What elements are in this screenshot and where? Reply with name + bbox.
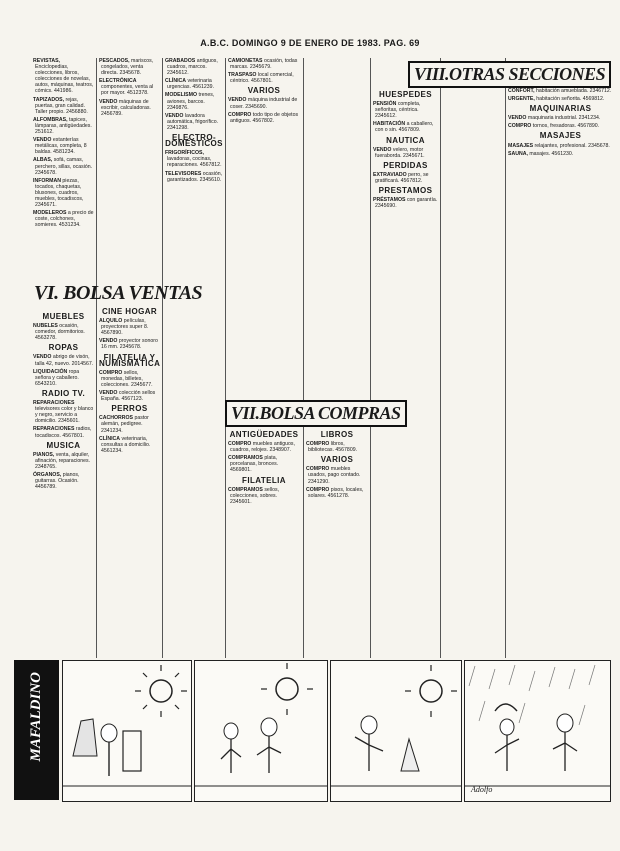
ad-text: estanterías metálicas, completa, 8 baldas. 4581234. <box>35 137 87 156</box>
classified-ad <box>33 178 94 208</box>
section-heading: MAQUINARIAS <box>529 104 592 114</box>
column-rule <box>370 58 371 658</box>
classified-ad <box>228 441 300 453</box>
classified-ad <box>33 210 94 228</box>
ad-lead: CONFORT, <box>508 88 535 94</box>
comic-strip <box>14 660 611 800</box>
ad-text: completa, señoritas, céntrica. 2345612. <box>375 101 421 120</box>
classified-ad <box>306 441 368 453</box>
classified-ad <box>306 487 368 499</box>
ad-text: radios, tocadiscos. 4567801. <box>35 426 92 439</box>
comic-panel <box>194 660 328 802</box>
classified-ad <box>33 117 94 135</box>
ad-text: pastor alemán, pedigree. 2341234. <box>101 415 149 434</box>
ad-text: abrigo de visón, talla 42, nuevo. 2014567. <box>35 354 94 367</box>
ad-lead: COMPRO <box>508 123 532 130</box>
ad-lead: VENDO <box>33 137 52 144</box>
comic-side-title <box>14 660 59 800</box>
section-heading: VARIOS <box>247 86 281 96</box>
classified-ad <box>228 112 300 124</box>
classified-ad <box>33 452 94 470</box>
column-3 <box>165 58 223 398</box>
ad-text: pisos, locales, solares. 4561278. <box>308 486 364 499</box>
section-heading: MUEBLES <box>42 312 85 321</box>
column-7 <box>373 88 438 656</box>
column-1-lower <box>33 310 94 656</box>
section-heading: FILATELIA <box>242 475 286 485</box>
ad-lead: URGENTE, <box>508 96 535 103</box>
column-4 <box>228 58 300 398</box>
ad-text: venta, alquiler, afinación, reparaciones. 2348765. <box>35 451 91 470</box>
ad-lead: REPARACIONES <box>33 426 75 433</box>
ad-lead: GRABADOS <box>165 58 196 64</box>
classified-ad <box>373 172 438 184</box>
ad-lead: VENDO <box>99 98 118 105</box>
ad-lead: CAMIONETAS <box>228 58 263 64</box>
ad-text: películas, proyectores super 8. 4567890. <box>101 318 149 337</box>
ad-lead: COMPRO <box>306 441 330 448</box>
classified-ad <box>99 390 160 402</box>
ad-text: antiguos, cuadros, marcos. 2345612. <box>167 58 218 77</box>
ad-text: ropa señora y caballero. 6543210. <box>35 368 80 387</box>
comic-signature: Adolfo <box>471 785 493 794</box>
ad-text: colección sellos España. 4567123. <box>101 390 156 403</box>
classified-ad <box>373 197 438 209</box>
classified-ad <box>99 415 160 433</box>
ad-text: lavadoras, cocinas, reparaciones. 4567812. <box>167 156 222 169</box>
ad-lead: LIQUIDACIÓN <box>33 368 68 375</box>
ad-lead: VENDO <box>228 97 247 104</box>
ad-text: tornos, fresadoras. 4567890. <box>532 123 600 130</box>
ad-text: sellos, colecciones, sobres. 2345601. <box>230 486 280 505</box>
section-heading: HUESPEDES <box>379 90 432 99</box>
ad-text: muebles usados, pago contado. 2341290. <box>308 466 361 485</box>
ad-lead: VENDO <box>99 338 118 345</box>
ad-text: libros, bibliotecas. 4567809. <box>308 441 358 454</box>
ad-text: perro, se gratificará. 4567812. <box>375 171 429 185</box>
section-heading: MUSICA <box>46 440 81 450</box>
comic-panel <box>330 660 462 802</box>
column-rule <box>96 58 97 658</box>
classified-ad <box>33 137 94 155</box>
ad-text: local comercial, céntrico. 4567801. <box>230 72 294 85</box>
ad-text: con garantía. 2345690. <box>375 197 438 210</box>
ad-text: a precio de coste, colchones, somieres. 4531234. <box>35 210 94 229</box>
section-heading: FILATELIA Y NUMISMÁTICA <box>99 352 160 368</box>
ad-lead: MASAJES <box>508 142 534 149</box>
section-heading: NAUTICA <box>386 135 425 145</box>
classified-ad <box>165 92 223 110</box>
classified-ad <box>228 455 300 473</box>
comic-panel <box>62 660 192 802</box>
masthead: A.B.C. DOMINGO 9 DE ENERO DE 1983. PAG. 69 <box>200 38 420 48</box>
classified-ad <box>373 147 438 159</box>
ad-text: muebles antiguos, cuadros, relojes. 2348907. <box>230 441 295 454</box>
ad-lead: ÓRGANOS, <box>33 471 62 478</box>
ad-lead: MODELEROS <box>33 210 67 217</box>
ad-lead: VENDO <box>165 112 184 119</box>
ad-lead: REVISTAS, <box>33 58 60 64</box>
classified-ad <box>99 436 160 454</box>
column-rule <box>440 58 441 658</box>
ad-text: rejas, puertas, gran calidad. Taller propio. 2456880. <box>35 96 88 115</box>
classified-ad <box>306 466 368 484</box>
ad-text: máquinas de escribir, calculadoras. 2456789. <box>101 98 151 117</box>
ad-lead: COMPRO <box>306 486 330 493</box>
ad-text: pianos, guitarras. Ocasión. 4456789. <box>35 471 80 491</box>
section-heading: VARIOS <box>320 455 354 465</box>
ad-lead: ELECTRÓNICA <box>99 78 137 85</box>
ad-text: ocasión, comedor, dormitorios. 4563278. <box>35 323 85 342</box>
ad-text: todo tipo de objetos antiguos. 4567802. <box>230 111 299 124</box>
ad-text: componentes, venta al por mayor. 4512378. <box>101 84 154 97</box>
classified-ad <box>33 400 94 424</box>
classified-ad <box>33 58 94 95</box>
section-heading: PERROS <box>111 404 148 414</box>
ad-text: ocasión, todas marcas. 2345679. <box>230 58 298 71</box>
classified-ad <box>33 323 94 341</box>
ad-text: velero, motor fueraborda. 2345671. <box>375 146 425 159</box>
ad-lead: NUBELES <box>33 323 58 330</box>
ad-lead: ALFOMBRAS, <box>33 116 68 123</box>
classified-ad <box>165 58 223 76</box>
ad-text: plata, porcelanas, bronces. 4569801. <box>230 455 279 474</box>
classified-ad <box>33 354 94 366</box>
ad-lead: CLÍNICA <box>99 435 121 442</box>
section-heading: CINE HOGAR <box>101 307 158 316</box>
column-1 <box>33 58 94 280</box>
ad-lead: CLÍNICA <box>165 78 187 85</box>
ad-text: televisores color y blanco y negro, servicio a domicilio. 2345601. <box>35 406 94 425</box>
ad-lead: INFORMAN <box>33 177 61 184</box>
ad-lead: ALBAS, <box>33 157 53 164</box>
classified-ad <box>99 78 160 96</box>
section-heading: PERDIDAS <box>383 160 428 170</box>
ad-lead: REPARACIONES <box>33 400 75 407</box>
column-5 <box>228 428 300 656</box>
comic-title-text: MAFALDINO <box>28 672 44 762</box>
classified-ad <box>508 143 613 149</box>
ad-lead: PENSIÓN <box>373 101 397 108</box>
classified-ad <box>165 78 223 90</box>
ad-text: Enciclopedias, colecciones, libros, colecciones de novelas, autos, máquinas, teatros, cómics. 441986. <box>35 64 94 95</box>
ad-lead: COMPRO <box>99 369 123 376</box>
classified-ad <box>165 150 223 168</box>
ad-lead: PRÉSTAMOS <box>373 197 406 204</box>
ad-lead: PESCADOS, <box>99 58 130 64</box>
ad-lead: TRASPASO <box>228 72 257 79</box>
classified-ad <box>33 157 94 175</box>
ad-lead: HABITACIÓN <box>373 121 406 128</box>
classified-ad <box>33 472 94 490</box>
ad-text: habitación amueblada. 2346712. <box>535 88 612 94</box>
ad-lead: COMPRO <box>306 466 330 473</box>
classified-ad <box>165 113 223 131</box>
section-heading: LIBROS <box>320 430 354 439</box>
column-rule <box>505 58 506 658</box>
ad-lead: CACHORROS <box>99 415 134 422</box>
ad-lead: PIANOS, <box>33 451 55 458</box>
ad-lead: EXTRAVIADO <box>373 171 407 178</box>
classified-ad <box>99 370 160 388</box>
ad-lead: TAPIZADOS, <box>33 96 65 103</box>
column-2-lower <box>99 305 160 656</box>
classified-ad <box>99 338 160 350</box>
classified-ad <box>99 318 160 336</box>
ad-text: ocasión, garantizados. 2345610. <box>167 170 223 183</box>
classified-ad <box>99 99 160 117</box>
column-rule <box>225 58 226 658</box>
ad-lead: TELEVISORES <box>165 170 202 177</box>
classified-ad <box>228 487 300 505</box>
classified-ad <box>33 426 94 438</box>
classified-ad <box>99 58 160 76</box>
ad-text: piezas, tocados, chaquetas, blusones, cuadros, muebles, tocadiscos, 2345671. <box>35 177 84 209</box>
ad-lead: COMPRO <box>228 111 252 118</box>
section-heading: ROPAS <box>48 343 79 353</box>
classified-ad <box>33 97 94 115</box>
ad-lead: VENDO <box>373 146 392 153</box>
ad-lead: VENDO <box>33 354 52 361</box>
classified-ad <box>508 88 613 94</box>
classified-ad <box>228 72 300 84</box>
ad-text: relajantes, profesional. 2345678. <box>534 142 610 149</box>
classified-ad <box>373 121 438 133</box>
ad-text: masajes. 4561230. <box>529 150 574 157</box>
classified-ad <box>228 97 300 109</box>
column-6 <box>306 428 368 656</box>
ad-text: sellos, monedas, billetes, colecciones. 2345677. <box>101 369 153 388</box>
ad-lead: ALQUILO <box>99 318 123 325</box>
classified-ad <box>508 115 613 121</box>
ad-lead: VENDO <box>508 115 527 122</box>
ad-text: lavadora automática, frigorífico. 2341298. <box>167 112 219 131</box>
ad-text: veterinaria urgencias. 4561239. <box>167 78 215 91</box>
section-heading: PRESTAMOS <box>378 186 433 196</box>
ad-text: maquinaria industrial. 2341234. <box>527 115 601 122</box>
ad-text: mariscos, congelados, venta directa. 2345678. <box>101 58 154 77</box>
ad-lead: MODELISMO <box>165 92 197 99</box>
ad-text: máquina industrial de coser. 2345690. <box>230 97 298 110</box>
section-heading: ELECTRO-DOMÉSTICOS <box>165 133 223 149</box>
section-heading: ANTIGÜEDADES <box>229 430 299 439</box>
ad-lead: COMPRAMOS <box>228 455 263 462</box>
ad-lead: VENDO <box>99 390 118 397</box>
heading-bolsa-ventas: VI. BOLSA VENTAS <box>34 282 203 304</box>
ad-lead: COMPRAMOS <box>228 486 263 493</box>
ad-lead: FRIGORÍFICOS, <box>165 150 204 157</box>
ad-text: habitación señorita. 4569812. <box>536 96 605 103</box>
heading-bolsa-compras: VII.BOLSA COMPRAS <box>225 400 407 427</box>
ad-text: trenes, aviones, barcos. 2349876. <box>167 92 215 111</box>
column-rule <box>162 58 163 658</box>
ad-text: tapices, lámparas, antigüedades. 251612. <box>35 116 92 136</box>
section-heading: RADIO TV. <box>41 388 86 398</box>
section-heading: MASAJES <box>539 131 582 141</box>
column-rule <box>303 58 304 658</box>
column-2 <box>99 58 160 278</box>
heading-otras-secciones: VIII.OTRAS SECCIONES <box>408 61 611 88</box>
classified-ad <box>165 171 223 183</box>
classified-ad <box>228 58 300 70</box>
ad-text: a caballero, con o sin. 4567809. <box>375 121 434 134</box>
ad-text: sofá, camas, perchero, sillas, ocasión. 2345678. <box>35 157 93 176</box>
classified-ad <box>508 96 613 102</box>
comic-panel <box>464 660 611 802</box>
ad-text: veterinaria, consultas a domicilio. 4561234. <box>101 435 151 454</box>
ad-text: proyector sonoro 16 mm. 2345678. <box>101 338 158 351</box>
ad-lead: SAUNA, <box>508 150 528 157</box>
classified-ad <box>373 101 438 119</box>
column-8 <box>508 88 613 656</box>
classified-ad <box>33 369 94 387</box>
classified-ad <box>508 151 613 157</box>
ad-lead: COMPRO <box>228 441 252 448</box>
classified-ad <box>508 123 613 129</box>
